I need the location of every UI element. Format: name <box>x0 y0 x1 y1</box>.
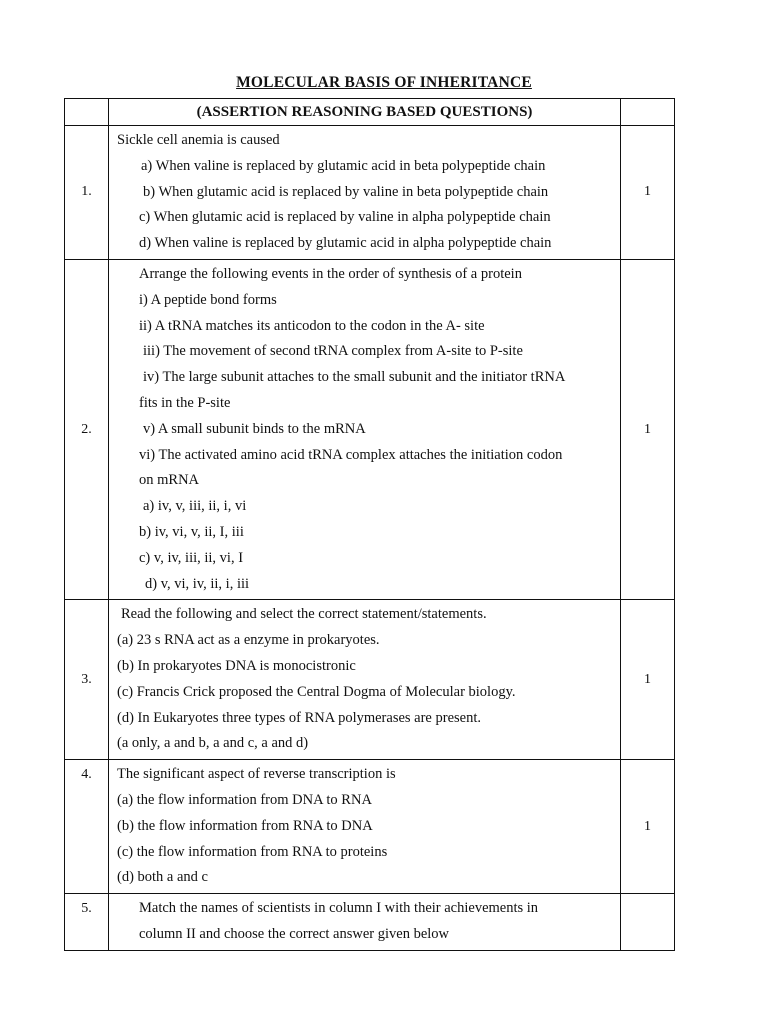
document-title: MOLECULAR BASIS OF INHERITANCE <box>236 74 532 91</box>
event-line: fits in the P-site <box>139 394 231 411</box>
question-line: Match the names of scientists in column I with their achievements in <box>139 900 539 917</box>
option-line: d) v, vi, iv, ii, i, iii <box>145 575 250 592</box>
question-line: Arrange the following events in the order of synthesis of a protein <box>139 265 522 282</box>
option-line: d) When valine is replaced by glutamic acid in alpha polypeptide chain <box>139 235 552 252</box>
table-header-row <box>65 99 675 126</box>
question-marks <box>621 894 675 951</box>
question-marks: 1 <box>621 600 675 760</box>
question-text <box>109 600 621 760</box>
question-number: 2. <box>65 259 109 599</box>
header-blank-cell <box>621 99 675 126</box>
question-marks: 1 <box>621 760 675 894</box>
option-line: c) When glutamic acid is replaced by valine in alpha polypeptide chain <box>139 209 551 226</box>
question-text <box>109 760 621 894</box>
question-row <box>65 760 675 894</box>
option-line: (c) the flow information from RNA to proteins <box>117 843 388 860</box>
question-number <box>65 760 109 894</box>
question-text <box>109 894 621 951</box>
question-row <box>65 259 675 599</box>
section-header: (ASSERTION REASONING BASED QUESTIONS) <box>109 99 621 126</box>
question-number <box>65 894 109 951</box>
question-line: The significant aspect of reverse transcription is <box>117 766 396 783</box>
statement-line: (c) Francis Crick proposed the Central Dogma of Molecular biology. <box>117 683 516 700</box>
question-line: Sickle cell anemia is caused <box>117 132 280 148</box>
question-marks: 1 <box>621 259 675 599</box>
event-line: vi) The activated amino acid tRNA complex attaches the initiation codon <box>139 446 563 463</box>
option-line: c) v, iv, iii, ii, vi, I <box>139 549 244 566</box>
option-line: b) iv, vi, v, ii, I, iii <box>139 523 244 540</box>
statement-line: (d) In Eukaryotes three types of RNA polymerases are present. <box>117 709 481 726</box>
question-marks: 1 <box>621 126 675 260</box>
statement-line: (b) In prokaryotes DNA is monocistronic <box>117 657 356 674</box>
option-line: a) iv, v, iii, ii, i, vi <box>143 498 247 515</box>
question-number-text: 5. <box>81 901 92 917</box>
questions-table <box>64 98 675 951</box>
statement-line: (a) 23 s RNA act as a enzyme in prokaryotes. <box>117 632 380 649</box>
question-row <box>65 600 675 760</box>
question-number: 1. <box>65 126 109 260</box>
event-line: v) A small subunit binds to the mRNA <box>143 420 366 437</box>
option-line: (b) the flow information from RNA to DNA <box>117 817 373 834</box>
question-number: 3. <box>65 600 109 760</box>
question-row <box>65 894 675 951</box>
option-line: (a) the flow information from DNA to RNA <box>117 791 372 808</box>
event-line: iv) The large subunit attaches to the small subunit and the initiator tRNA <box>143 369 566 386</box>
question-line: Read the following and select the correct statement/statements. <box>121 606 487 623</box>
event-line: ii) A tRNA matches its anticodon to the codon in the A- site <box>139 317 485 334</box>
question-number-text: 4. <box>81 767 92 783</box>
question-row <box>65 126 675 260</box>
event-line: i) A peptide bond forms <box>139 291 277 308</box>
event-line: on mRNA <box>139 472 200 489</box>
option-line: (d) both a and c <box>117 869 208 886</box>
event-line: iii) The movement of second tRNA complex from A-site to P-site <box>143 343 523 360</box>
option-line: b) When glutamic acid is replaced by valine in beta polypeptide chain <box>143 183 549 200</box>
option-line: (a only, a and b, a and c, a and d) <box>117 735 309 752</box>
question-line: column II and choose the correct answer given below <box>139 925 450 942</box>
question-text <box>109 259 621 599</box>
option-line: a) When valine is replaced by glutamic acid in beta polypeptide chain <box>141 157 546 174</box>
question-text <box>109 126 621 260</box>
header-blank-cell <box>65 99 109 126</box>
